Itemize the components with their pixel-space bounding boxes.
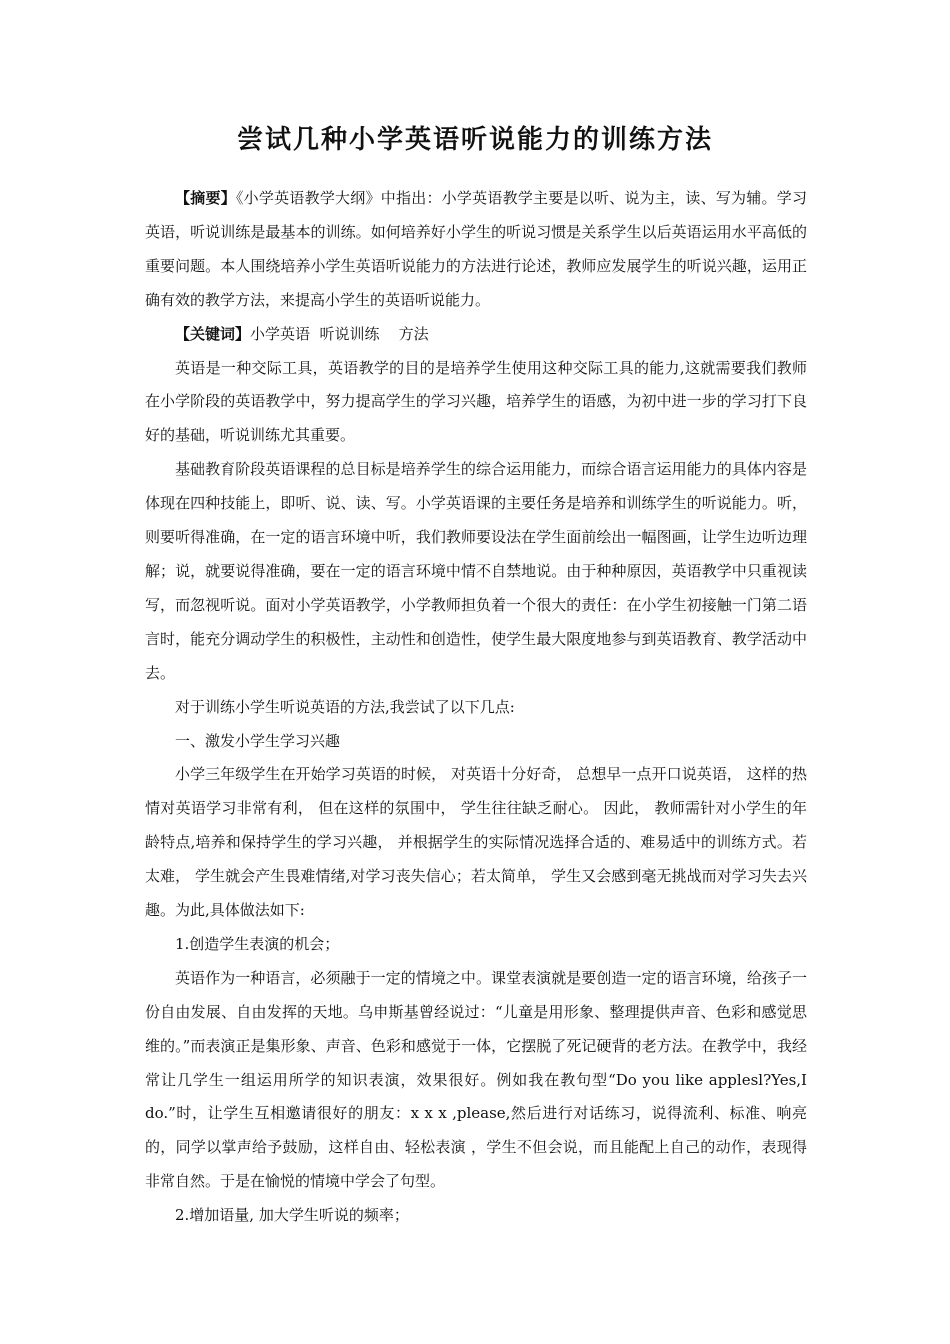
document-title: 尝试几种小学英语听说能力的训练方法 — [236, 125, 713, 155]
document-body — [145, 182, 807, 1233]
abstract-label: 【摘要】 — [175, 189, 236, 207]
section-heading: 一、激发小学生学习兴趣 — [175, 731, 341, 750]
keywords-label: 【关键词】 — [175, 324, 251, 343]
body-paragraph: 英语作为一种语言，必须融于一定的情境之中。课堂表演就是要创造一定的语言环境，给孩子一份自由发展、自由发挥的天地。乌申斯基曾经说过：“儿童是用形象、整理提供声音、色彩和感觉思维的。”而表演正是集形象、声音、色彩和感觉于一体，它摆脱了死记硬背的老方法。在教学中，我经常让几学生一组运用所学的知识表演，效果很好。例如我在教句型“Do you like applesl?Yes,I do.”时，让学生互相邀请很好的朋友：x x x ,please,然后进行对话练习，说得流利、标准、响亮的，同学以掌声给予鼓励，这样自由、轻松表演 ，学生不但会说，而且能配上自己的动作，表现得非常自然。于是在愉悦的情境中学会了句型。 — [145, 968, 807, 1191]
body-paragraph: 小学三年级学生在开始学习英语的时候， 对英语十分好奇， 总想早一点开口说英语， 这样的热情对英语学习非常有利， 但在这样的氛围中， 学生往往缺乏耐心。 因此， 教师需针对小学生的年龄特点,培养和保持学生的学习兴趣， 并根据学生的实际情况选择合适的、难易适中的训练方式。若太难， 学生就会产生畏难情绪,对学习丧失信心；若太简单， 学生又会感到毫无挑战而对学习失去兴趣。为此,具体做法如下: — [145, 765, 807, 920]
body-paragraph: 英语是一种交际工具，英语教学的目的是培养学生使用这种交际工具的能力,这就需要我们教师在小学阶段的英语教学中，努力提高学生的学习兴趣，培养学生的语感，为初中进一步的学习打下良好的基础，听说训练尤其重要。 — [145, 358, 807, 445]
body-paragraph: 基础教育阶段英语课程的总目标是培养学生的综合运用能力，而综合语言运用能力的具体内容是体现在四种技能上，即听、说、读、写。小学英语课的主要任务是培养和训练学生的听说能力。听，则要听得准确，在一定的语言环境中听，我们教师要设法在学生面前绘出一幅图画，让学生边听边理解；说，就要说得准确，要在一定的语言环境中情不自禁地说。由于种种原因，英语教学中只重视读写，而忽视听说。面对小学英语教学，小学教师担负着一个很大的责任：在小学生初接触一门第二语言时，能充分调动学生的积极性，主动性和创造性，使学生最大限度地参与到英语教育、教学活动中去。 — [145, 460, 807, 682]
keywords-text: 小学英语 听说训练 方法 — [250, 324, 429, 343]
abstract-text: 《小学英语教学大纲》中指出：小学英语教学主要是以听、说为主，读、写为辅。学习英语，听说训练是最基本的训练。如何培养好小学生的听说习惯是关系学生以后英语运用水平高低的重要问题。本人围绕培养小学生英语听说能力的方法进行论述，教师应发展学生的听说兴趣，运用正确有效的教学方法，来提高小学生的英语听说能力。 — [145, 189, 807, 309]
keywords-paragraph — [145, 318, 807, 352]
body-paragraph: 对于训练小学生听说英语的方法,我尝试了以下几点: — [175, 697, 515, 716]
subsection-heading: 2.增加语量, 加大学生听说的频率； — [175, 1206, 409, 1225]
abstract-paragraph — [145, 182, 807, 318]
subsection-heading: 1.创造学生表演的机会； — [175, 934, 340, 953]
